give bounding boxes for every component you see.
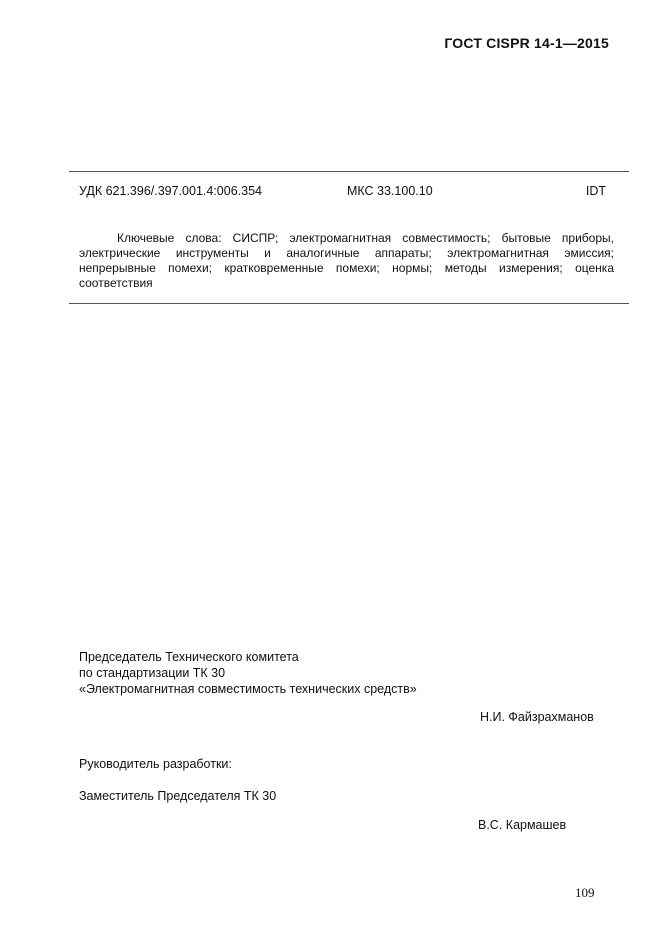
deputy-chairman-name: В.С. Кармашев [478, 818, 567, 832]
deputy-chairman-title: Заместитель Председателя ТК 30 [79, 789, 277, 803]
chairman-title-line: Председатель Технического комитета [79, 650, 299, 664]
idt-label: IDT [585, 184, 606, 198]
udk-code: УДК 621.396/.397.001.4:006.354 [79, 184, 262, 198]
top-divider [69, 171, 629, 172]
mks-code: МКС 33.100.10 [347, 184, 433, 198]
chairman-title-line: по стандартизации ТК 30 [79, 666, 226, 680]
keywords-paragraph: Ключевые слова: СИСПР; электромагнитная совместимость; бытовые приборы, электрические инструменты и аналогичные аппараты; электромагнитная эмиссия; непрерывные помехи; кратковременные помехи; нормы; методы измерения; оценка соответствия [79, 231, 614, 290]
page-number: 109 [575, 885, 595, 900]
classification-row [79, 184, 606, 200]
chairman-name: Н.И. Файзрахманов [480, 710, 594, 724]
bottom-divider [69, 303, 629, 304]
head-of-development-label: Руководитель разработки: [79, 757, 232, 771]
chairman-title [79, 649, 417, 697]
chairman-title-line: «Электромагнитная совместимость технических средств» [79, 682, 417, 696]
standard-code: ГОСТ CISPR 14-1—2015 [444, 35, 609, 51]
